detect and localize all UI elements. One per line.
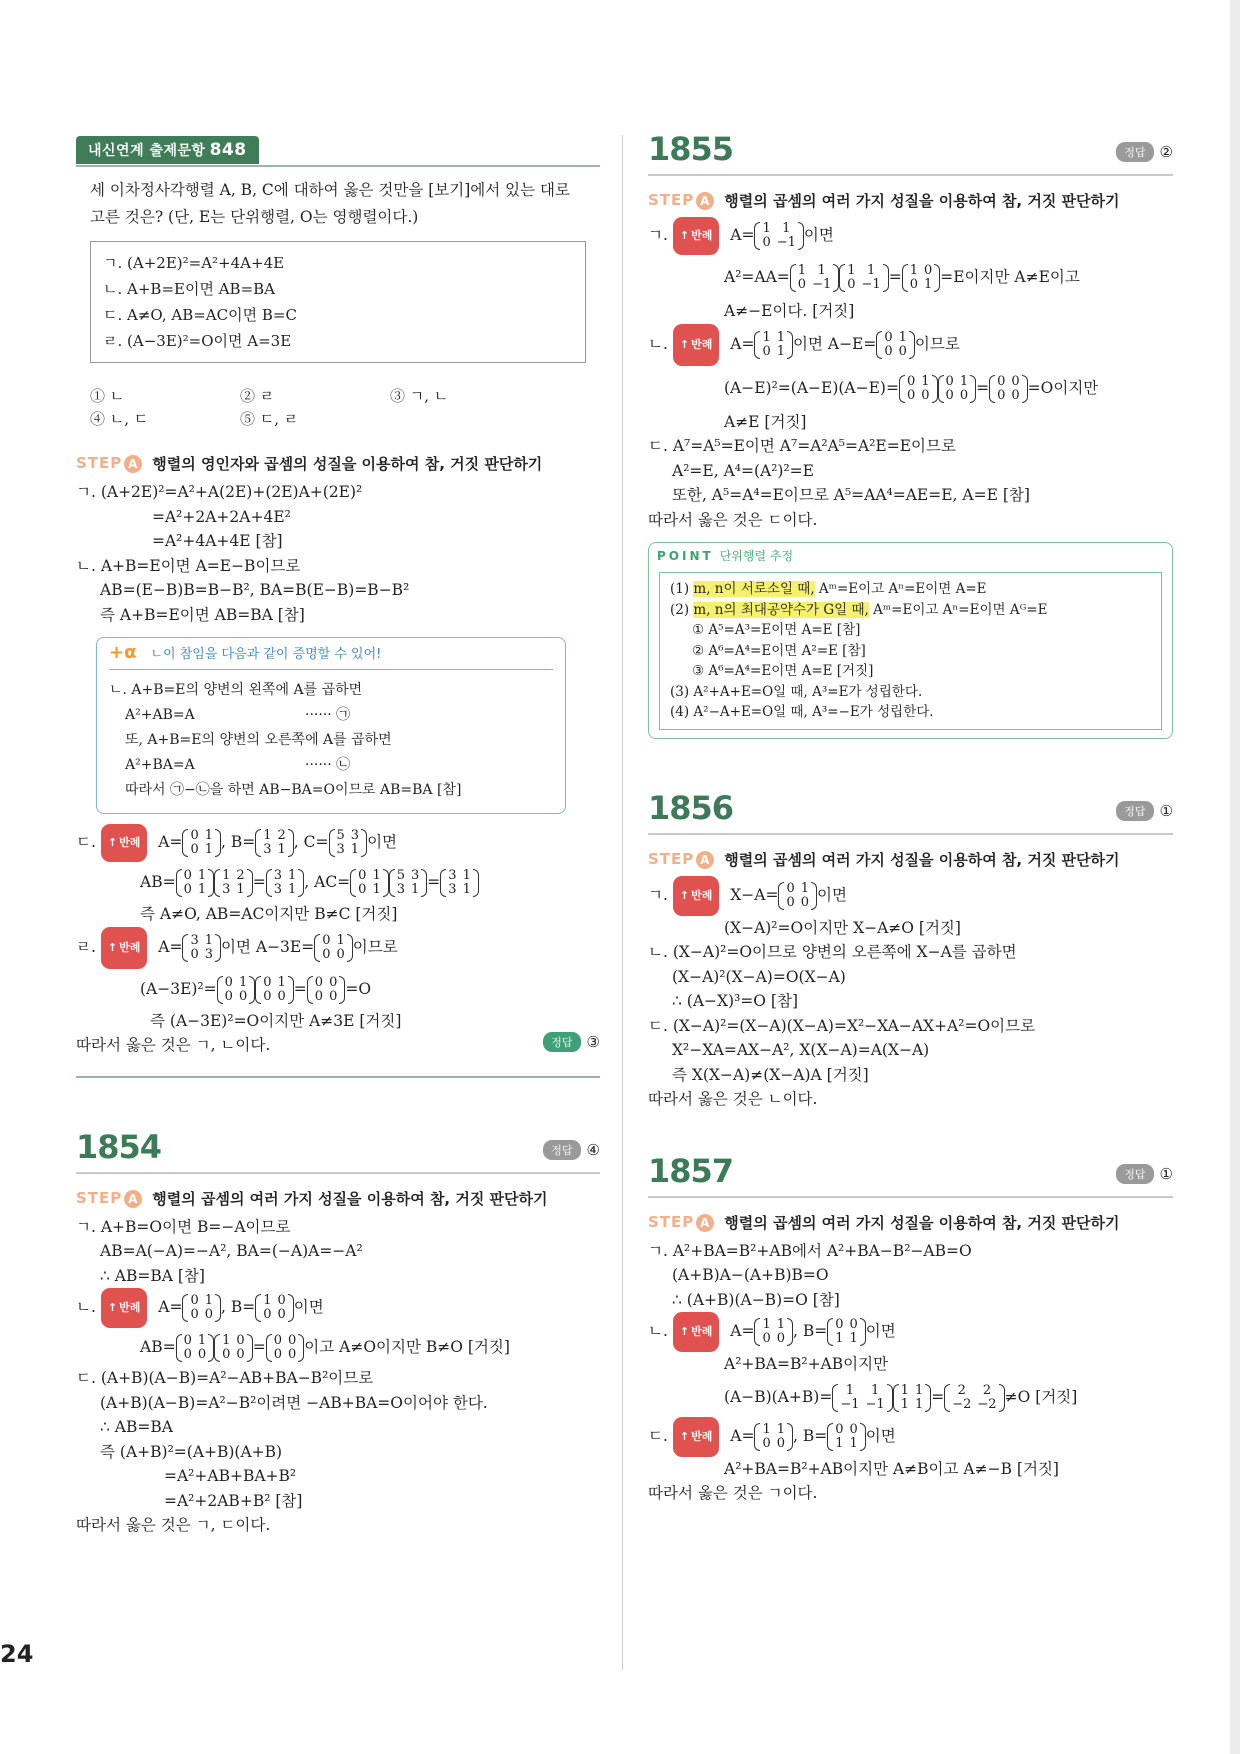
solution-line: =A²+2AB+B² [참]	[164, 1491, 303, 1510]
step-tag-text: STEP	[76, 1188, 123, 1207]
matrix: 0 1 0 0	[217, 976, 256, 1004]
text: 이면	[293, 1298, 324, 1316]
step-header	[648, 849, 1173, 870]
matrix: 2 2 −2 −2	[944, 1384, 1004, 1412]
point-label: POINT	[657, 548, 714, 563]
text: Aᵐ=E이고 Aⁿ=E이면 Aᴳ=E	[868, 601, 1048, 618]
conclusion: 따라서 옳은 것은 ㄴ이다.	[648, 1090, 818, 1108]
conclusion: 따라서 옳은 것은 ㄷ이다.	[648, 510, 818, 529]
matrix: 5 3 3 1	[329, 829, 368, 857]
problem-header-1855	[648, 130, 1173, 176]
solution-line: (A−E)²=(A−E)(A−E)= 0 1 0 0 0 1 0 0 = 0 0 0 0 =O이지만	[724, 373, 1099, 403]
point-line	[670, 600, 1151, 621]
text: ≠O [거짓]	[1004, 1387, 1078, 1406]
solution-line: 즉 A≠O, AB=AC이지만 B≠C [거짓]	[140, 905, 398, 923]
solution-line: ∴ (A−X)³=O [참]	[672, 992, 799, 1010]
answer-value: ③	[586, 1032, 600, 1051]
alpha-line	[109, 703, 553, 728]
matrix: 1 1 0 −1	[754, 222, 803, 250]
text: Aᵐ=E이고 Aⁿ=E이면 A=E	[814, 581, 987, 597]
solution-line: =A²+2A+2A+4E²	[152, 507, 291, 526]
item-label: ㄱ.	[648, 226, 668, 244]
matrix: 1 1 1 1	[893, 1384, 932, 1412]
problem-number: 1855	[648, 130, 734, 168]
step-header	[76, 453, 600, 474]
solution-line: ㄹ. ↑ 반례 A= 3 1 0 3 이면 A−3E= 0 1 0 0 이므로	[76, 927, 600, 969]
option: ② ㄹ	[240, 387, 275, 405]
text: 이면 A−3E=	[221, 937, 315, 956]
column-divider	[622, 135, 623, 1670]
matrix: 1 0 0 1	[902, 264, 941, 292]
alpha-content	[109, 669, 553, 803]
matrix: 1 1 0 −1	[839, 264, 888, 292]
solution-line: ㄷ. A⁷=A⁵=E이면 A⁷=A²A⁵=A²E=E이므로	[648, 437, 956, 455]
solution-line: 즉 X(X−A)≠(X−A)A [거짓]	[672, 1065, 869, 1084]
choice-item: ㄹ. (A−3E)²=O이면 A=3E	[103, 332, 292, 350]
solution-line: (A+B)(A−B)=A²−B²이려면 −AB+BA=O이어야 한다.	[100, 1393, 488, 1412]
problem-answer	[543, 1140, 600, 1166]
counterexample-badge: ↑ 반례	[101, 1288, 147, 1328]
point-line: ① A⁵=A³=E이면 A=E [참]	[692, 622, 861, 638]
solution-line: (X−A)²=O이지만 X−A≠O [거짓]	[724, 918, 961, 937]
counterexample-badge: ↑ 반례	[673, 876, 719, 916]
counterexample-badge: ↑ 반례	[101, 927, 147, 969]
step-letter: A	[124, 1190, 142, 1208]
problem-number: 1854	[76, 1127, 162, 1166]
choice-item: ㄱ. (A+2E)²=A²+4A+4E	[103, 254, 285, 272]
conclusion: 따라서 옳은 것은 ㄱ이다.	[648, 1484, 818, 1502]
point-line: ③ A⁶=A⁴=E이면 A=E [거짓]	[692, 663, 874, 679]
problem-number: 1857	[648, 1151, 734, 1190]
solution-line: 즉 (A−3E)²=O이지만 A≠3E [거짓]	[150, 1011, 402, 1030]
alpha-heading: ㄴ이 참임을 다음과 같이 증명할 수 있어!	[150, 647, 382, 662]
solution-line: A²=AA= 1 1 0 −1 1 1 0 −1 = 1 0 0 1 =E이지만 A≠E이고	[724, 263, 1080, 292]
alpha-equation: A²+AB=A	[125, 707, 195, 723]
alpha-line: ㄴ. A+B=E의 양변의 왼쪽에 A를 곱하면	[109, 682, 363, 698]
text: =O이지만	[1027, 378, 1099, 397]
solution-line: (A−B)(A+B)= 1 1 −1 −1 1 1 1 1 = 2 2 −2 −2 ≠O [거짓]	[724, 1382, 1078, 1412]
solution-line: ㄷ. (X−A)²=(X−A)(X−A)=X²−XA−AX+A²=O이므로	[648, 1016, 1036, 1035]
step-header	[648, 190, 1173, 211]
text: 이면	[817, 885, 847, 904]
answer-value: ④	[586, 1140, 600, 1159]
solution-line: A≠E [거짓]	[724, 412, 807, 431]
solution-line: AB= 0 1 0 1 1 2 3 1 = 3 1 3 1 , AC= 0 1 0 1 5 3 3 1 = 3 1 3 1	[76, 862, 600, 902]
exam-header	[76, 135, 600, 167]
matrix: 1 1 0 0	[754, 1318, 793, 1346]
solution-line: ㄱ. (A+2E)²=A²+A(2E)+(2E)A+(2E)²	[76, 483, 363, 501]
counterexample-badge: ↑ 반례	[101, 824, 147, 862]
option: ⑤ ㄷ, ㄹ	[240, 410, 299, 428]
alpha-title: +α	[109, 642, 137, 663]
answer-tag: 정답	[1116, 801, 1153, 821]
matrix: 1 1 0 0	[754, 1423, 793, 1451]
text: X−A=	[730, 885, 779, 904]
solution-line: A²+BA=B²+AB이지만	[724, 1355, 889, 1373]
problem-header-1856	[648, 789, 1173, 835]
page-number: 24	[0, 1640, 34, 1668]
item-label: ㄴ.	[648, 334, 668, 353]
item-label: ㄴ.	[648, 1322, 668, 1340]
solution-line: 즉 (A+B)²=(A+B)(A+B)	[100, 1442, 283, 1461]
page-edge	[1230, 0, 1240, 1754]
text: (A−B)(A+B)=	[724, 1387, 833, 1406]
highlight: m, n의 최대공약수가 G일 때,	[693, 601, 869, 618]
matrix: 0 1 0 1	[350, 869, 389, 897]
section-divider	[76, 1076, 600, 1078]
point-title: 단위행렬 추정	[719, 549, 794, 563]
item-label: ㄹ.	[76, 937, 96, 956]
matrix: 0 1 0 0	[876, 331, 915, 359]
matrix: 0 1 0 0	[255, 976, 294, 1004]
alpha-line: 따라서 ㉠−㉡을 하면 AB−BA=O이므로 AB=BA [참]	[125, 782, 462, 798]
option: ① ㄴ	[90, 387, 125, 405]
problem-answer	[1116, 801, 1173, 827]
choice-item: ㄷ. A≠O, AB=AC이면 B=C	[103, 306, 297, 324]
text: 이면	[865, 1426, 896, 1445]
text: (A−E)²=(A−E)(A−E)=	[724, 378, 899, 397]
answer-options	[90, 385, 586, 431]
solution-line: 또한, A⁵=A⁴=E이므로 A⁵=AA⁴=AE=E, A=E [참]	[672, 486, 1030, 504]
matrix: 0 1 0 0	[938, 375, 977, 403]
matrix: 0 0 1 1	[827, 1423, 866, 1451]
step-letter: A	[696, 851, 714, 869]
solution-line: =A²+4A+4E [참]	[152, 532, 283, 550]
step-title: 행렬의 곱셈의 여러 가지 성질을 이용하여 참, 거짓 판단하기	[724, 192, 1120, 210]
problem-number: 1856	[648, 788, 734, 827]
text: A²=AA=	[724, 268, 790, 286]
answer-tag: 정답	[1116, 142, 1153, 162]
point-line	[670, 579, 1151, 600]
solution-line: ∴ (A+B)(A−B)=O [참]	[672, 1290, 840, 1309]
solution-line: ∴ AB=BA [참]	[100, 1266, 205, 1285]
solution-line: ㄷ. ↑ 반례 A= 1 1 0 0 , B= 0 0 1 1 이면	[648, 1417, 1173, 1457]
answer-tag: 정답	[543, 1140, 580, 1160]
item-label: ㄷ.	[648, 1426, 668, 1445]
text: 이면 A−E=	[793, 334, 877, 353]
matrix: 0 0 1 1	[827, 1318, 866, 1346]
matrix: 0 1 0 0	[899, 375, 938, 403]
alpha-line: 또, A+B=E의 양변의 오른쪽에 A를 곱하면	[125, 732, 392, 748]
matrix: 0 0 0 0	[989, 375, 1028, 403]
matrix: 1 0 0 0	[214, 1334, 253, 1362]
text: 이면	[865, 1322, 896, 1340]
point-line: (3) A²+A+E=O일 때, A³=E가 성립한다.	[670, 683, 923, 700]
matrix: 3 1 3 1	[440, 869, 479, 897]
highlight: m, n이 서로소일 때,	[693, 581, 815, 597]
alpha-line	[109, 753, 553, 778]
step-letter: A	[124, 455, 142, 473]
matrix: 5 3 3 1	[389, 869, 428, 897]
left-column	[76, 135, 600, 1538]
exam-badge	[76, 136, 259, 164]
option: ③ ㄱ, ㄴ	[390, 387, 449, 405]
text: =E이지만 A≠E이고	[940, 268, 1080, 286]
step-letter: A	[696, 192, 714, 210]
step-tag-text: STEP	[648, 1212, 695, 1231]
solution-line: ㄷ. (A+B)(A−B)=A²−AB+BA−B²이므로	[76, 1369, 374, 1387]
answer-tag: 정답	[543, 1032, 580, 1052]
question-line: 세 이차정사각행렬 A, B, C에 대하여 옳은 것만을 [보기]에서 있는 대로	[90, 181, 570, 199]
point-box	[648, 542, 1173, 739]
point-content	[659, 572, 1162, 730]
step-tag	[76, 1189, 142, 1208]
solution-line	[648, 876, 1173, 916]
matrix: 1 2 3 1	[255, 829, 294, 857]
choice-box	[90, 241, 586, 363]
counterexample-badge: ↑ 반례	[673, 217, 719, 255]
choice-item: ㄴ. A+B=E이면 AB=BA	[103, 280, 275, 298]
point-header	[649, 543, 1172, 568]
matrix: 0 1 0 1	[182, 829, 221, 857]
right-column	[648, 130, 1173, 1506]
step-tag-text: STEP	[648, 191, 695, 209]
conclusion: 따라서 옳은 것은 ㄱ, ㄴ이다.	[76, 1036, 271, 1054]
matrix: 1 1 0 −1	[790, 264, 839, 292]
answer-value: ②	[1159, 143, 1173, 161]
solution-line: ㄱ. A+B=O이면 B=−A이므로	[76, 1217, 291, 1236]
solution-line: 즉 A+B=E이면 AB=BA [참]	[100, 605, 305, 624]
solution-line: ㄴ. ↑ 반례 A= 1 1 0 1 이면 A−E= 0 1 0 0 이므로	[648, 324, 1173, 366]
solution-line: AB= 0 1 0 0 1 0 0 0 = 0 0 0 0 이고 A≠O이지만 B≠O [거짓]	[140, 1333, 510, 1362]
question-line: 고른 것은? (단, E는 단위행렬, O는 영행렬이다.)	[90, 208, 419, 226]
step-title: 행렬의 곱셈의 여러 가지 성질을 이용하여 참, 거짓 판단하기	[152, 1189, 548, 1208]
alpha-equation: A²+BA=A	[125, 757, 195, 773]
step-tag-text: STEP	[648, 849, 695, 868]
step-header	[76, 1188, 600, 1209]
counterexample-badge: ↑ 반례	[673, 324, 719, 366]
solution-line: ㄴ. (X−A)²=O이므로 양변의 오른쪽에 X−A를 곱하면	[648, 943, 1017, 961]
step-title: 행렬의 영인자와 곱셈의 성질을 이용하여 참, 거짓 판단하기	[152, 455, 543, 473]
solution-line: A²+BA=B²+AB이지만 A≠B이고 A≠−B [거짓]	[724, 1459, 1059, 1478]
text: 이므로	[352, 937, 398, 956]
matrix: 1 2 3 1	[214, 869, 253, 897]
answer-value: ①	[1159, 1164, 1173, 1183]
alpha-mark: ······ ㉠	[305, 707, 351, 723]
solution-line: (X−A)²(X−A)=O(X−A)	[672, 967, 846, 986]
text: 이고 A≠O이지만 B≠O [거짓]	[304, 1338, 510, 1356]
matrix: 0 0 0 0	[307, 976, 346, 1004]
solution-line: A²=E, A⁴=(A²)²=E	[672, 461, 814, 480]
step-tag	[76, 454, 142, 473]
solution-line: ㄴ. ↑ 반례 A= 0 1 0 0 , B= 1 0 0 0 이면	[76, 1288, 600, 1328]
exam-badge-label: 내신연계 출제문항	[88, 143, 206, 159]
solution-line: ∴ AB=BA	[100, 1418, 173, 1436]
alpha-header	[109, 642, 553, 663]
matrix: 3 1 0 3	[182, 934, 221, 962]
answer-tag: 정답	[1116, 1164, 1153, 1184]
solution-line: (A−3E)²= 0 1 0 0 0 1 0 0 = 0 0 0 0 =O	[140, 974, 372, 1004]
step-title: 행렬의 곱셈의 여러 가지 성질을 이용하여 참, 거짓 판단하기	[724, 850, 1120, 869]
solution-line: AB=A(−A)=−A², BA=(−A)A=−A²	[100, 1242, 363, 1260]
alpha-mark: ······ ㉡	[305, 757, 351, 773]
item-label: ㄴ.	[76, 1298, 96, 1316]
step-tag	[648, 850, 714, 869]
conclusion: 따라서 옳은 것은 ㄱ, ㄷ이다.	[76, 1516, 271, 1534]
solution-line: ㄴ. A+B=E이면 A=E−B이므로	[76, 556, 301, 575]
text: (1)	[670, 581, 694, 597]
solution-line: A≠−E이다. [거짓]	[724, 302, 855, 320]
solution-line: (A+B)A−(A+B)B=O	[672, 1266, 829, 1284]
solution-line: =A²+AB+BA+B²	[164, 1467, 297, 1485]
matrix: 1 1 −1 −1	[832, 1384, 892, 1412]
item-label: ㄱ.	[648, 885, 668, 904]
solution-line: ㄱ. A²+BA=B²+AB에서 A²+BA−B²−AB=O	[648, 1241, 972, 1260]
step-tag	[648, 1213, 714, 1232]
text: (A−3E)²=	[140, 979, 217, 998]
solution-line: AB=(E−B)B=B−B², BA=B(E−B)=B−B²	[100, 581, 410, 599]
problem-header-1857	[648, 1152, 1173, 1198]
matrix: 1 1 0 1	[754, 331, 793, 359]
text: 이면	[367, 833, 398, 851]
step-letter: A	[696, 1214, 714, 1232]
matrix: 0 1 0 0	[176, 1334, 215, 1362]
counterexample-badge: ↑ 반례	[673, 1417, 719, 1457]
text: 이면	[803, 226, 834, 244]
solution-line: X²−XA=AX−A², X(X−A)=A(X−A)	[672, 1041, 930, 1059]
step-tag	[648, 191, 714, 210]
matrix: 0 1 0 1	[176, 869, 215, 897]
matrix: 0 0 0 0	[266, 1334, 305, 1362]
solution-line: ㄱ. ↑ 반례 A= 1 1 0 −1 이면	[648, 217, 1173, 255]
step-header	[648, 1212, 1173, 1233]
alpha-box	[96, 637, 566, 814]
matrix: 0 1 0 0	[182, 1294, 221, 1322]
solution-line: ㄷ. ↑ 반례 A= 0 1 0 1 , B= 1 2 3 1 , C= 5 3 3 1 이면	[76, 824, 600, 862]
text: =O	[345, 979, 372, 998]
matrix: 0 1 0 0	[778, 882, 817, 910]
answer-value: ①	[1159, 801, 1173, 820]
exam-badge-number: 848	[209, 140, 247, 160]
step-title: 행렬의 곱셈의 여러 가지 성질을 이용하여 참, 거짓 판단하기	[724, 1213, 1120, 1232]
problem-answer	[1116, 142, 1173, 168]
text: (2)	[670, 601, 694, 618]
point-line: (4) A²−A+E=O일 때, A³=−E가 성립한다.	[670, 704, 934, 720]
point-line: ② A⁶=A⁴=E이면 A²=E [참]	[692, 642, 866, 659]
matrix: 1 0 0 0	[255, 1294, 294, 1322]
text: 이므로	[914, 334, 960, 353]
question-text	[76, 177, 600, 231]
problem-answer	[1116, 1164, 1173, 1190]
matrix: 3 1 3 1	[266, 869, 305, 897]
option: ④ ㄴ, ㄷ	[90, 410, 149, 428]
solution-line: ㄴ. ↑ 반례 A= 1 1 0 0 , B= 0 0 1 1 이면	[648, 1312, 1173, 1352]
step-tag-text: STEP	[76, 454, 123, 472]
item-label: ㄷ.	[76, 833, 96, 851]
counterexample-badge: ↑ 반례	[673, 1312, 719, 1352]
problem-header-1854	[76, 1128, 600, 1174]
matrix: 0 1 0 0	[314, 934, 353, 962]
